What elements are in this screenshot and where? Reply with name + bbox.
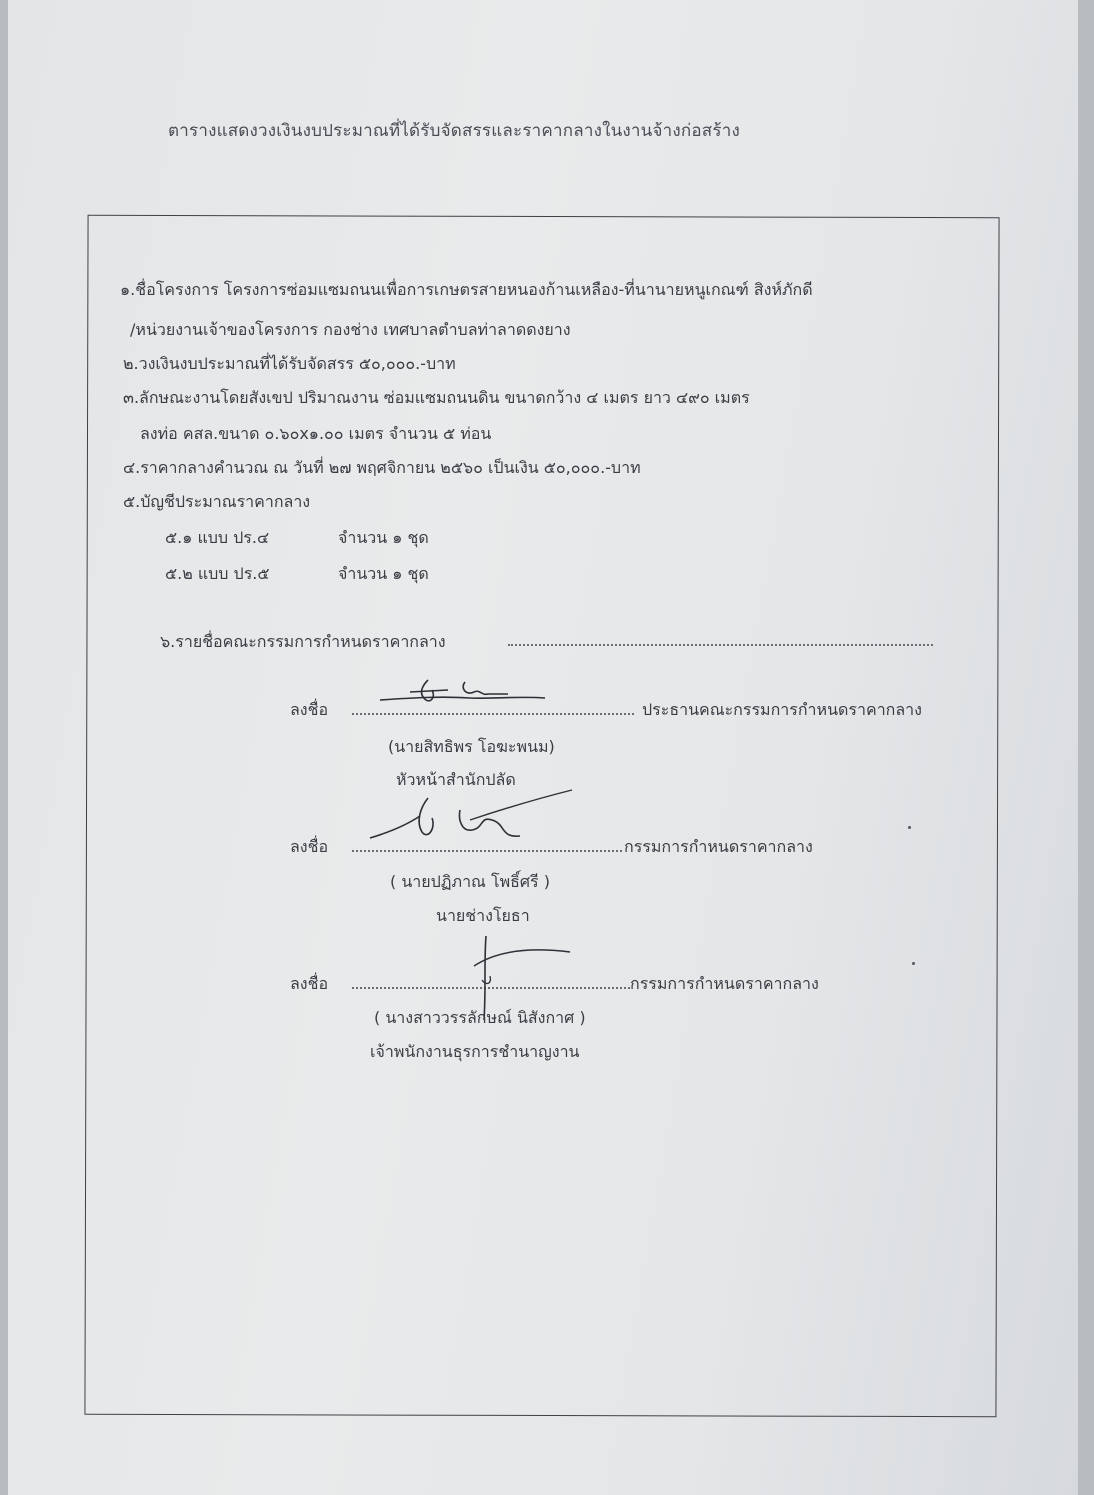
paper-speck xyxy=(912,962,915,965)
signer-2-name: ( นายปฏิภาณ โพธิ์ศรี ) xyxy=(390,872,550,891)
item1-line2: /หน่วยงานเจ้าของโครงการ กองช่าง เทศบาลตำบลท่าลาดดงยาง xyxy=(130,320,571,339)
item5-2-qty: จำนวน ๑ ชุด xyxy=(338,564,429,583)
committee-dotted-line xyxy=(508,644,933,646)
item5-2-label: ๕.๒ แบบ ปร.๕ xyxy=(165,564,270,583)
item6-committee: ๖.รายชื่อคณะกรรมการกำหนดราคากลาง xyxy=(160,632,446,651)
sign-label-3: ลงชื่อ xyxy=(290,974,329,993)
signer-3-role: กรรมการกำหนดราคากลาง xyxy=(630,974,819,993)
signer-1-role: ประธานคณะกรรมการกำหนดราคากลาง xyxy=(642,700,922,719)
signer-1-position: หัวหน้าสำนักปลัด xyxy=(396,770,516,789)
signature-1-image xyxy=(370,672,560,712)
document-title: ตารางแสดงวงเงินงบประมาณที่ได้รับจัดสรรและราคากลางในงานจ้างก่อสร้าง xyxy=(168,121,740,141)
signature-2-image xyxy=(350,780,590,850)
signer-2-position: นายช่างโยธา xyxy=(436,906,530,925)
item5-1-qty: จำนวน ๑ ชุด xyxy=(338,528,429,547)
signer-1-name: (นายสิทธิพร โอฆะพนม) xyxy=(388,737,555,756)
sign-label-1: ลงชื่อ xyxy=(290,700,329,719)
item5-1-label: ๕.๑ แบบ ปร.๔ xyxy=(165,528,270,547)
signer-3-name: ( นางสาววรรลักษณ์ นิสังกาศ ) xyxy=(374,1008,586,1027)
item4-median-price: ๔.ราคากลางคำนวณ ณ วันที่ ๒๗ พฤศจิกายน ๒๕๖๐ เป็นเงิน ๕๐,๐๐๐.-บาท xyxy=(123,458,641,477)
item2-budget: ๒.วงเงินงบประมาณที่ได้รับจัดสรร ๕๐,๐๐๐.-บาท xyxy=(123,354,456,373)
signature-line-1 xyxy=(352,713,634,715)
signer-2-role: กรรมการกำหนดราคากลาง xyxy=(624,837,813,856)
item3-line2: ลงท่อ คสล.ขนาด ๐.๖๐x๑.๐๐ เมตร จำนวน ๕ ท่อน xyxy=(140,424,492,443)
signer-3-position: เจ้าพนักงานธุรการชำนาญงาน xyxy=(370,1042,580,1061)
item1-line1: ๑.ชื่อโครงการ โครงการซ่อมแซมถนนเพื่อการเกษตรสายหนองก้านเหลือง-ที่นานายหนูเกณฑ์ สิงห์ภักดี xyxy=(120,280,813,299)
item5-estimate: ๕.บัญชีประมาณราคากลาง xyxy=(123,492,311,511)
sign-label-2: ลงชื่อ xyxy=(290,837,329,856)
paper-speck xyxy=(908,826,911,829)
signature-line-2 xyxy=(352,850,622,852)
item3-line1: ๓.ลักษณะงานโดยสังเขป ปริมาณงาน ซ่อมแซมถนนดิน ขนาดกว้าง ๔ เมตร ยาว ๔๙๐ เมตร xyxy=(123,388,750,407)
